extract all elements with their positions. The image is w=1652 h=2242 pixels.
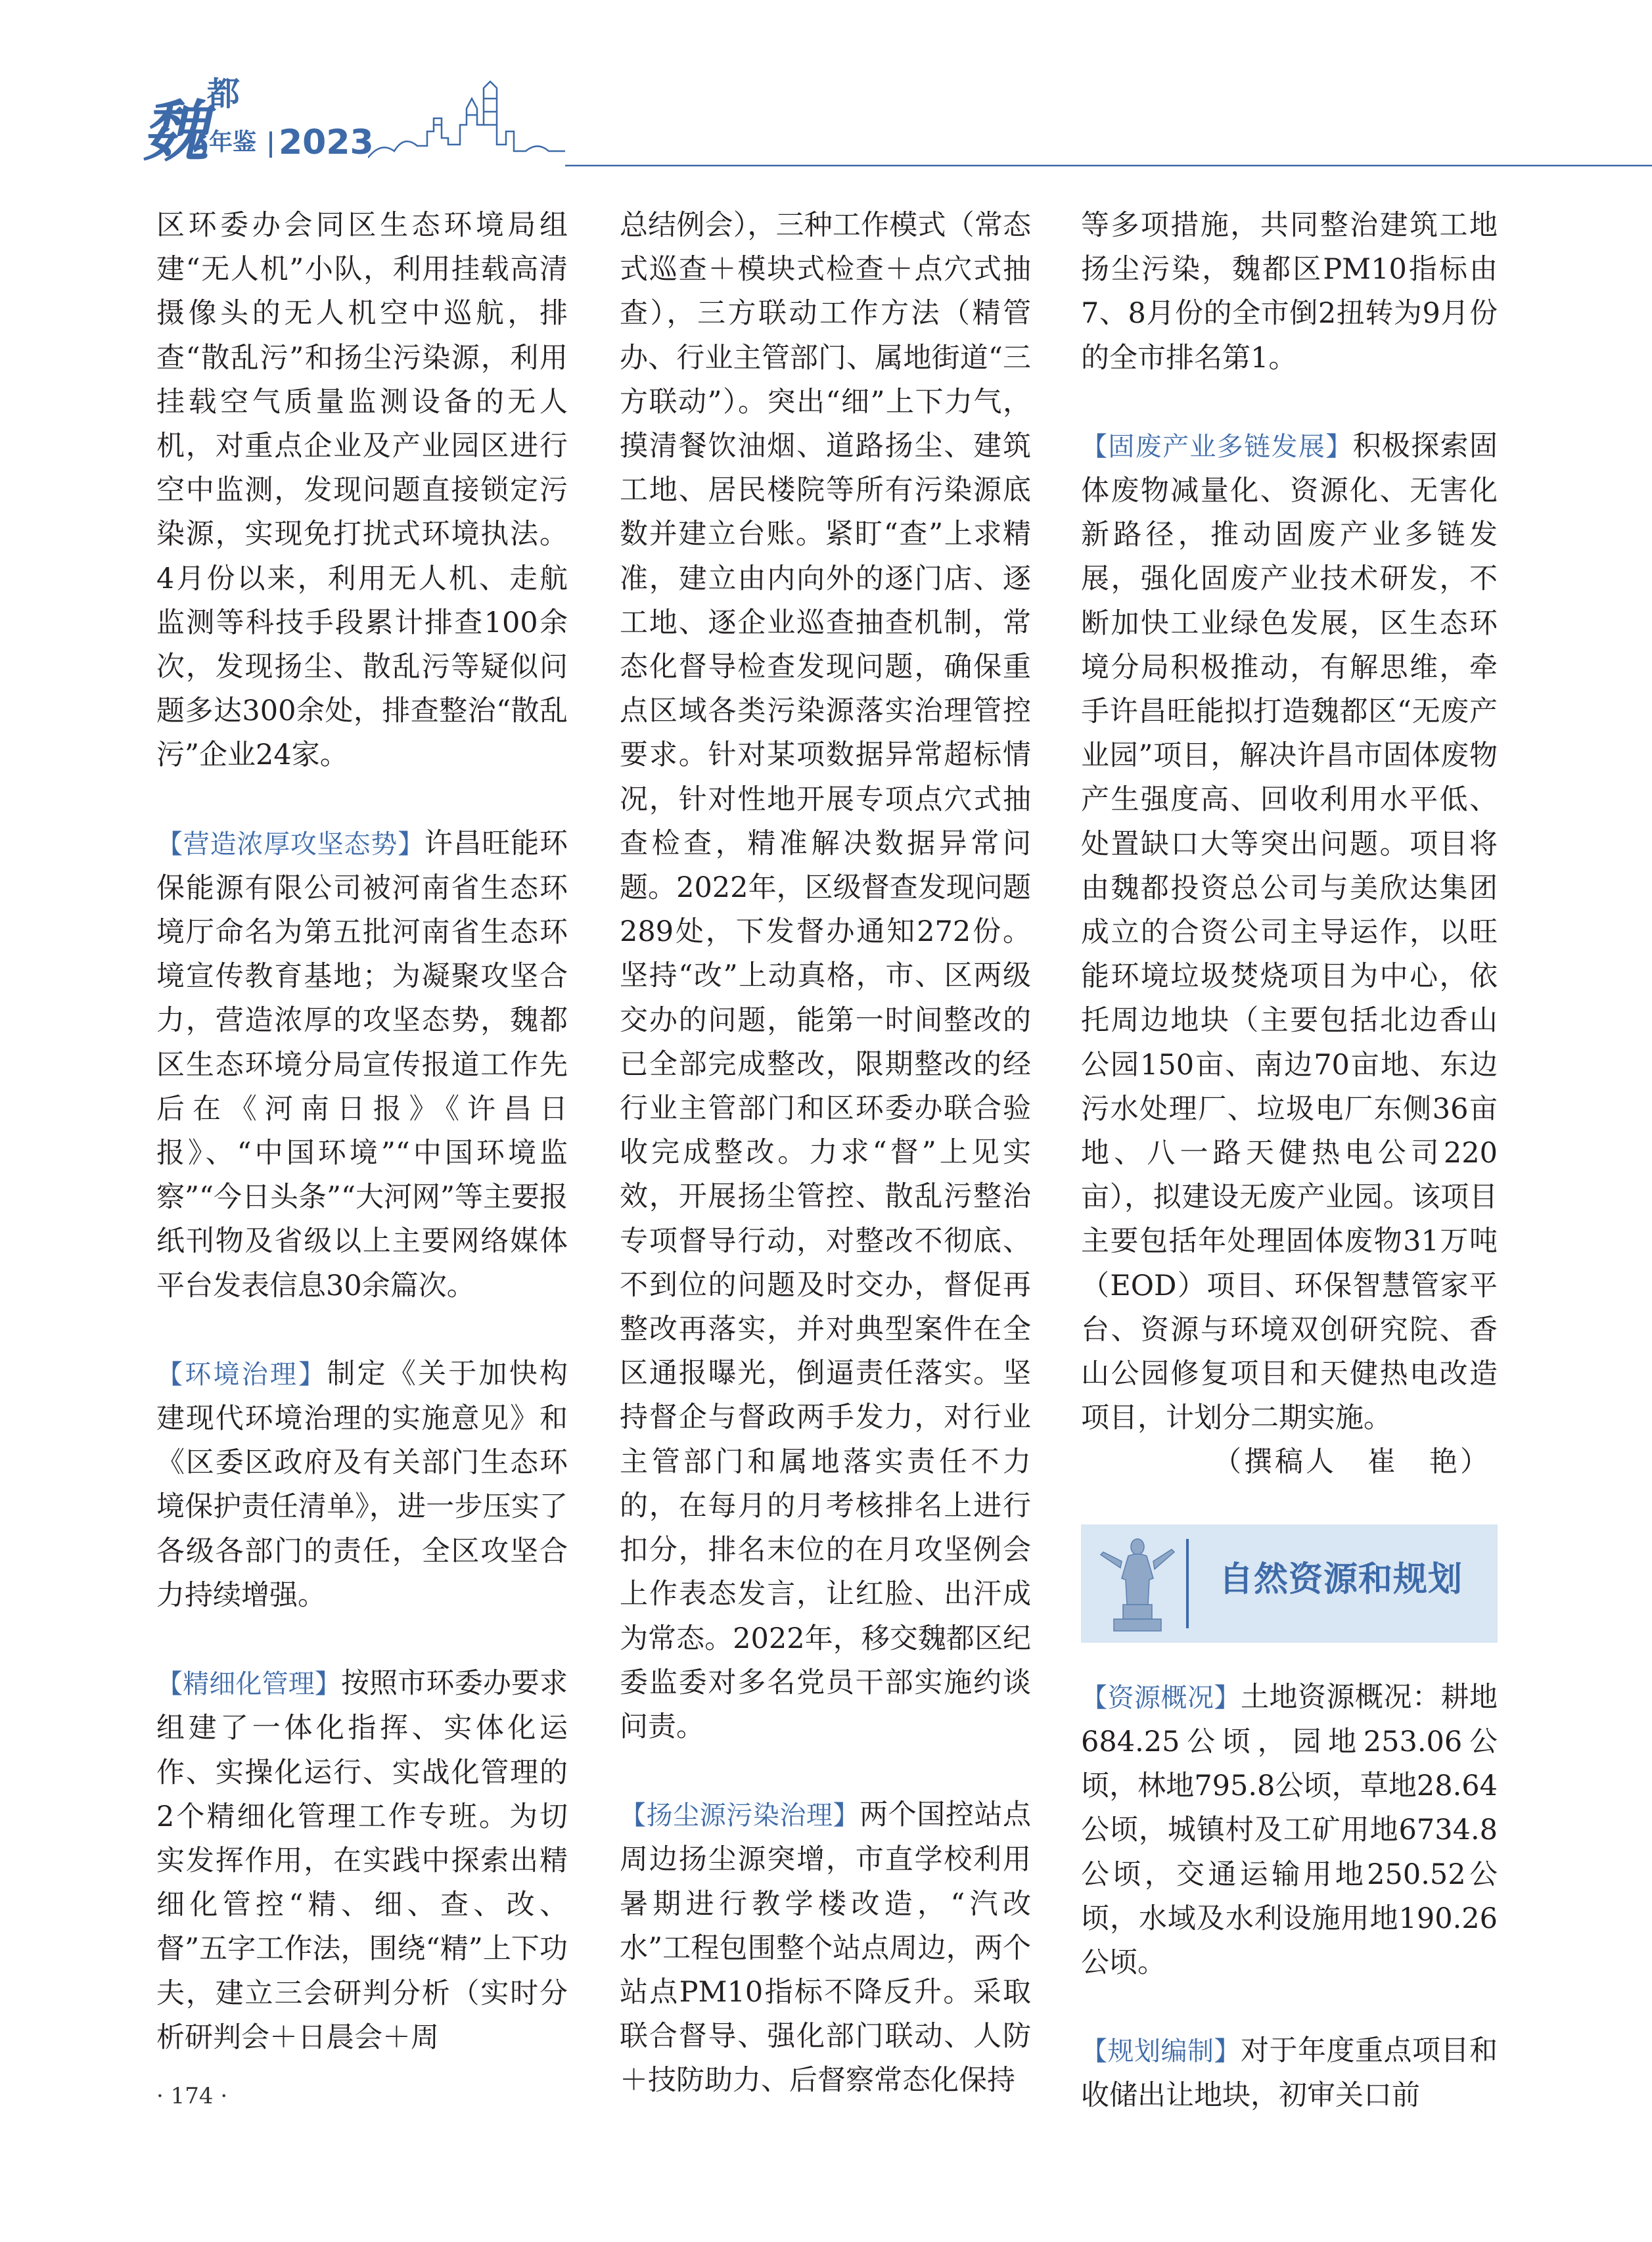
- paragraph: [156, 1352, 568, 1618]
- banner-divider: [1186, 1539, 1189, 1628]
- paragraph: 区环委办会同区生态环境局组建“无人机”小队，利用挂载高清摄像头的无人机空中巡航，排查“散乱污”和扬尘污染源，利用挂载空气质量监测设备的无人机，对重点企业及产业园区进行空中监测，发现问题直接锁定污染源，实现免打扰式环境执法。4月份以来，利用无人机、走航监测等科技手段累计排查100余次，发现扬尘、散乱污等疑似问题多达300余处，排查整治“散乱污”企业24家。: [156, 209, 568, 772]
- column-2: [620, 204, 1032, 2097]
- section-heading: 【规划编制】: [1081, 2036, 1241, 2067]
- paragraph-text: 制定《关于加快构建现代环境治理的实施意见》和《区委区政府及有关部门生态环境保护责任清单》，进一步压实了各级各部门的责任，全区攻坚合力持续增强。: [156, 1357, 568, 1612]
- paragraph: 总结例会），三种工作模式（常态式巡查＋模块式检查＋点穴式抽查），三方联动工作方法（精管办、行业主管部门、属地街道“三方联动”）。突出“细”上下力气，摸清餐饮油烟、道路扬尘、建筑工地、居民楼院等所有污染源底数并建立台账。紧盯“查”上求精准，建立由内向外的逐门店、逐工地、逐企业巡查抽查机制，常态化督导检查发现问题，确保重点区域各类污染源落实治理管控要求。针对某项数据异常超标情况，针对性地开展专项点穴式抽查检查，精准解决数据异常问题。2022年，区级督查发现问题289处，下发督办通知272份。坚持“改”上动真格，市、区两级交办的问题，能第一时间整改的已全部完成整改，限期整改的经行业主管部门和区环委办联合验收完成整改。力求“督”上见实效，开展扬尘管控、散乱污整治专项督导行动，对整改不彻底、不到位的问题及时交办，督促再整改再落实，并对典型案件在全区通报曝光，倒逼责任落实。坚持督企与督政两手发力，对行业主管部门和属地落实责任不力的，在每月的月考核排名上进行扣分，排名末位的在月攻坚例会上作表态发言，让红脸、出汗成为常态。2022年，移交魏都区纪委监委对多名党员干部实施约谈问责。: [620, 209, 1031, 1743]
- paragraph: [1081, 1676, 1498, 1985]
- page-number: · 174 ·: [156, 2083, 228, 2109]
- column-1: [156, 204, 568, 2063]
- section-heading: 【扬尘源污染治理】: [620, 1800, 860, 1831]
- brand-year: 2023: [279, 123, 374, 162]
- paragraph-text: 对于年度重点项目和收储出让地块，初审关口前: [1081, 2034, 1498, 2113]
- brand-wei: 魏: [139, 93, 222, 170]
- section-banner: [1081, 1524, 1498, 1643]
- section-heading: 【营造浓厚攻坚态势】: [156, 829, 424, 859]
- column-3: [1081, 204, 1498, 2113]
- paragraph: 等多项措施，共同整治建筑工地扬尘污染，魏都区PM10指标由7、8月份的全市倒2扭转为9月份的全市排名第1。: [1081, 209, 1498, 375]
- paragraph-text: 两个国控站点周边扬尘源突增，市直学校利用暑期进行教学楼改造，“汽改水”工程包围整个站点周边，两个站点PM10指标不降反升。采取联合督导、强化部门联动、人防＋技防助力、后督察常态化保持: [620, 1798, 1032, 2097]
- paragraph: [620, 1793, 1031, 2103]
- section-heading: 【固废产业多链发展】: [1081, 431, 1353, 462]
- page-header: [0, 0, 1652, 171]
- paragraph-text: 土地资源概况：耕地684.25公顷，园地253.06公顷，林地795.8公顷，草地28.64公顷，城镇村及工矿用地6734.8公顷，交通运输用地250.52公顷，水域及水利设施用地190.26公顷。: [1081, 1680, 1498, 1979]
- paragraph: [1081, 2029, 1498, 2118]
- brand-divider: [269, 131, 272, 158]
- paragraph-text: 积极探索固体废物减量化、资源化、无害化新路径，推动固废产业多链发展，强化固废产业技术研发，不断加快工业绿色发展，区生态环境分局积极推动，有解思维，牵手许昌旺能拟打造魏都区“无废产业园”项目，解决许昌市固体废物产生强度高、回收利用水平低、处置缺口大等突出问题。项目将由魏都投资总公司与美欣达集团成立的合资公司主导运作，以旺能环境垃圾焚烧项目为中心，依托周边地块（主要包括北边香山公园150亩、南边70亩地、东边污水处理厂、垃圾电厂东侧36亩地、八一路天健热电公司220亩），拟建设无废产业园。该项目主要包括年处理固体废物31万吨（EOD）项目、环保智慧管家平台、资源与环境双创研究院、香山公园修复项目和天健热电改造项目，计划分二期实施。: [1081, 429, 1498, 1435]
- author-signature: （撰稿人 崔 艳）: [1213, 1446, 1491, 1479]
- paragraph: [156, 822, 568, 1308]
- section-title: 自然资源和规划: [1219, 1559, 1463, 1599]
- paragraph-text: 许昌旺能环保能源有限公司被河南省生态环境厅命名为第五批河南省生态环境宣传教育基地；为凝聚攻坚合力，营造浓厚的攻坚态势，魏都区生态环境分局宣传报道工作先后在《河南日报》《许昌日报》、“中国环境”“中国环境监察”“今日头条”“大河网”等主要报纸刊物及省级以上主要网络媒体平台发表信息30余篇次。: [156, 827, 568, 1302]
- brand-du: 都: [207, 74, 240, 113]
- section-heading: 【环境治理】: [156, 1359, 327, 1390]
- statue-icon: [1090, 1532, 1182, 1636]
- paragraph: [1081, 424, 1498, 1441]
- skyline-icon: [368, 79, 1652, 171]
- paragraph-text: 按照市环委办要求组建了一体化指挥、实体化运作、实操化运行、实战化管理的2个精细化管理工作专班。为切实发挥作用，在实践中探索出精细化管控“精、细、查、改、督”五字工作法，围绕“精”上下功夫，建立三会研判分析（实时分析研判会＋日晨会＋周: [156, 1667, 568, 2054]
- paragraph: [156, 1662, 568, 2060]
- brand-nianjian: 年鉴: [209, 128, 257, 156]
- section-heading: 【资源概况】: [1081, 1682, 1241, 1713]
- section-heading: 【精细化管理】: [156, 1669, 341, 1700]
